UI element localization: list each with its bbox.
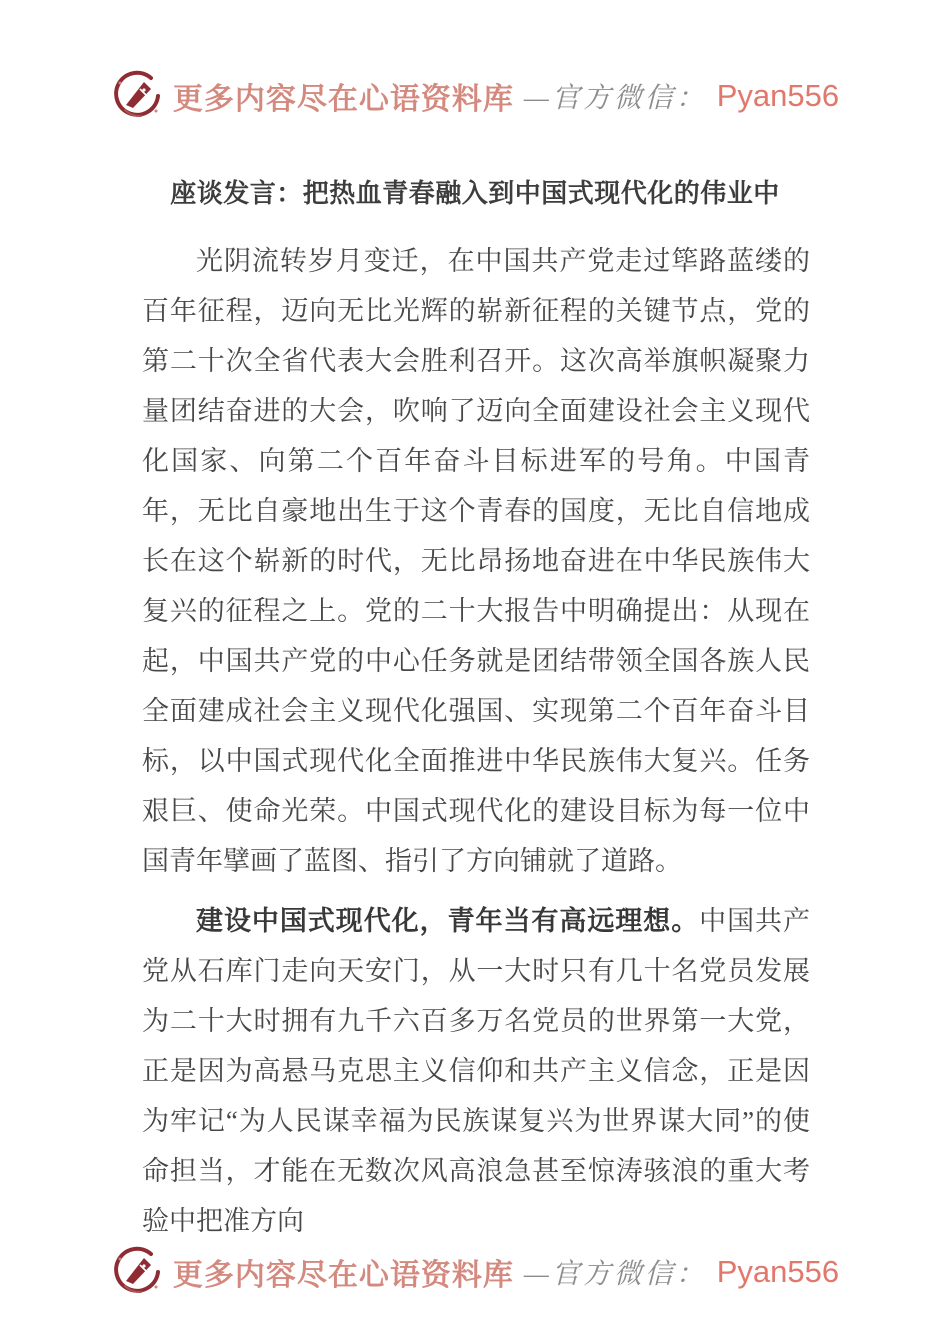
watermark-wechat-account: Pyan556 xyxy=(716,1254,840,1289)
watermark-wechat-account: Pyan556 xyxy=(716,78,840,113)
watermark-footer xyxy=(0,1246,950,1344)
watermark-brand-text: 更多内容尽在心语资料库 xyxy=(172,1259,514,1292)
pen-circle-logo-icon xyxy=(111,1246,163,1298)
document-body xyxy=(142,236,810,1246)
watermark-header xyxy=(0,70,950,122)
paragraph-2 xyxy=(142,896,810,1246)
paragraph-1 xyxy=(142,236,810,886)
paragraph-2-lead: 建设中国式现代化，青年当有高远理想。 xyxy=(196,906,700,936)
watermark-wechat-label: —官方微信： xyxy=(523,1259,707,1290)
paragraph-2-text: 中国共产党从石库门走向天安门，从一大时只有几十名党员发展为二十大时拥有九千六百多万名党员的世界第一大党，正是因为高悬马克思主义信仰和共产主义信念，正是因为牢记“为人民谋幸福为民族谋复兴为世界谋大同”的使命担当，才能在无数次风高浪急甚至惊涛骇浪的重大考验中把准方向 xyxy=(142,906,811,1236)
watermark-brand-text: 更多内容尽在心语资料库 xyxy=(172,83,514,116)
pen-circle-logo-icon xyxy=(111,70,163,122)
paragraph-1-text: 光阴流转岁月变迁，在中国共产党走过筚路蓝缕的百年征程，迈向无比光辉的崭新征程的关键节点，党的第二十次全省代表大会胜利召开。这次高举旗帜凝聚力量团结奋进的大会，吹响了迈向全面建设社会主义现代化国家、向第二个百年奋斗目标进军的号角。中国青年，无比自豪地出生于这个青春的国度，无比自信地成长在这个崭新的时代，无比昂扬地奋进在中华民族伟大复兴的征程之上。党的二十大报告中明确提出：从现在起，中国共产党的中心任务就是团结带领全国各族人民全面建成社会主义现代化强国、实现第二个百年奋斗目标，以中国式现代化全面推进中华民族伟大复兴。任务艰巨、使命光荣。中国式现代化的建设目标为每一位中国青年擘画了蓝图、指引了方向铺就了道路。 xyxy=(142,246,810,876)
watermark-wechat-label: —官方微信： xyxy=(523,83,707,114)
document-title: 座谈发言：把热血青春融入到中国式现代化的伟业中 xyxy=(170,179,780,208)
